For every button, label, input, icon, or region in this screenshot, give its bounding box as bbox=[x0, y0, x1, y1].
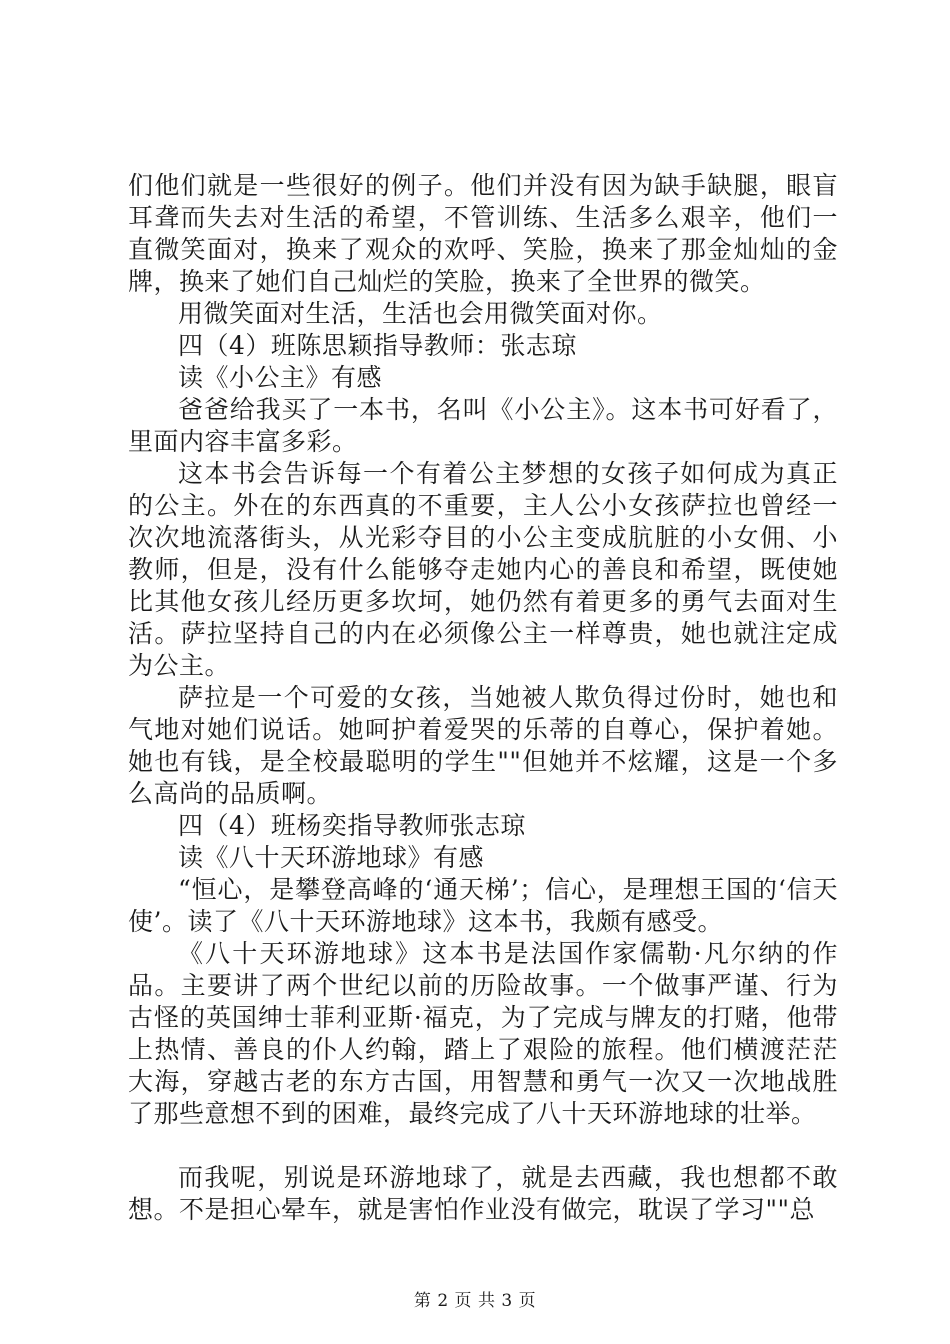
essay-title-eighty-days: 读《八十天环游地球》有感 bbox=[178, 843, 485, 872]
author-line-1: 四（4）班陈思颖指导教师：张志琼 bbox=[178, 331, 577, 360]
paragraph: 《八十天环游地球》这本书是法国作家儒勒·凡尔纳的作品。主要讲了两个世纪以前的历险故事。一个做事严谨、行为古怪的英国绅士菲利亚斯·福克，为了完成与牌友的打赌，他带上热情、善良的仆人约翰，踏上了艰险的旅程。他们横渡茫茫大海，穿越古老的东方古国，用智慧和勇气一次又一次地战胜了那些意想不到的困难，最终完成了八十天环游地球的壮举。 bbox=[128, 939, 838, 1128]
page-footer: 第 2 页 共 3 页 bbox=[413, 1291, 537, 1311]
paragraph: 这本书会告诉每一个有着公主梦想的女孩子如何成为真正的公主。外在的东西真的不重要，主人公小女孩萨拉也曾经一次次地流落街头，从光彩夺目的小公主变成肮脏的小女佣、小教师，但是，没有什么能够夺走她内心的善良和希望，既使她比其他女孩儿经历更多坎坷，她仍然有着更多的勇气去面对生活。萨拉坚持自己的内在必须像公主一样尊贵，她也就注定成为公主。 bbox=[128, 459, 838, 680]
paragraph: 而我呢，别说是环游地球了，就是去西藏，我也想都不敢想。不是担心晕车，就是害怕作业没有做完，耽误了学习""总 bbox=[128, 1163, 838, 1224]
author-line-2: 四（4）班杨奕指导教师张志琼 bbox=[178, 811, 526, 840]
essay-title-little-princess: 读《小公主》有感 bbox=[178, 363, 383, 392]
paragraph: “恒心，是攀登高峰的‘通天梯’；信心，是理想王国的‘信天使’。读了《八十天环游地球》这本书，我颇有感受。 bbox=[128, 875, 838, 936]
paragraph: 爸爸给我买了一本书，名叫《小公主》。这本书可好看了，里面内容丰富多彩。 bbox=[128, 395, 838, 456]
paragraph: 萨拉是一个可爱的女孩，当她被人欺负得过份时，她也和气地对她们说话。她呵护着爱哭的乐蒂的自尊心，保护着她。她也有钱，是全校最聪明的学生""但她并不炫耀，这是一个多么高尚的品质啊。 bbox=[128, 683, 838, 808]
paragraph-smile-quote: 用微笑面对生活，生活也会用微笑面对你。 bbox=[178, 299, 663, 328]
paragraph-gap bbox=[128, 1130, 838, 1162]
paragraph-continuation: 们他们就是一些很好的例子。他们并没有因为缺手缺腿，眼盲耳聋而失去对生活的希望，不管训练、生活多么艰辛，他们一直微笑面对，换来了观众的欢呼、笑脸，换来了那金灿灿的金牌，换来了她们自己灿烂的笑脸，换来了全世界的微笑。 bbox=[128, 171, 838, 296]
document-body bbox=[128, 170, 838, 1226]
